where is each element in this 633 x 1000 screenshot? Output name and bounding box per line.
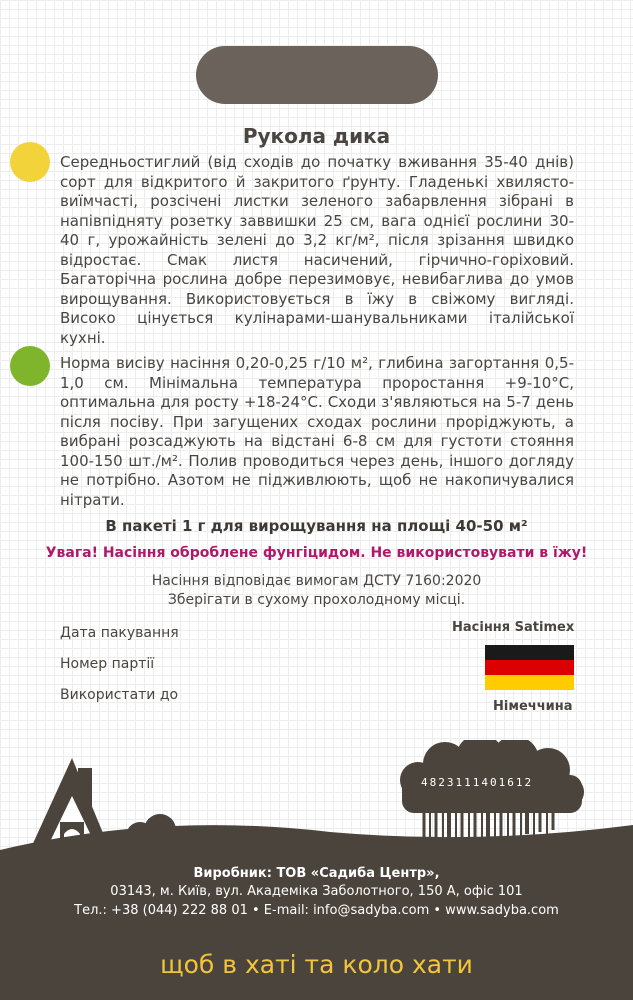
barcode-number: 4823111401612 [421,776,534,789]
flag-stripe-black [485,645,574,660]
storage-instructions: Зберігати в сухому прохолодному місці. [167,592,466,608]
flag-stripe-gold [485,675,574,690]
green-dot-icon [10,346,50,386]
fungicide-warning: Увага! Насіння оброблене фунгіцидом. Не використовувати в їжу! [45,545,588,561]
use-by-label: Використати до [60,687,179,703]
product-title: Рукола дика [242,124,391,148]
product-description: Середньостиглий (від сходів до початку вживання 35-40 днів) сорт для відкритого й закритого ґрунту. Гладенькі хвилясто-виїмчасті, розсічені листки зеленого забарвлення зібрані в напівпідняту розетку заввишки 25 см, вага однієї рослини 30-40 г, урожайність зелені до 3,2 кг/м², після зрізання швидко відростає. Смак листя насичений, гірчично-горіховий. Багаторічна рослина добре перезимовує, невибаглива до умов вирощування. Використовується в їжу в свіжому вигляді. Високо цінується кулінарами-шанувальниками італійської кухні. [60,153,574,347]
growing-instructions: Норма висіву насіння 0,20-0,25 г/10 м², глибина загортання 0,5-1,0 см. Мінімальна температура проростання +9-10°С, оптимальна для росту +18-24°С. Сходи з'являються на 5-7 день після посіву. При загущених сходах рослини проріджують, а вибрані розсаджують на відстані 6-8 см для густоти стояння 100-150 шт./м². Полив проводиться через день, іншого догляду не потрібно. Азотом не підживлюють, щоб не накопичувалися нітрати. [60,354,574,509]
flag-stripe-red [485,660,574,675]
slogan: щоб в хаті та коло хати [160,950,473,979]
yellow-dot-icon [10,142,50,182]
pack-date-label: Дата пакування [60,625,179,641]
country-of-origin: Німеччина [493,699,573,714]
packet-info: В пакеті 1 г для вирощування на площі 40-50 м² [105,517,528,535]
producer-address: 03143, м. Київ, вул. Академіка Заболотного, 150 А, офіс 101 [110,884,523,899]
seed-brand: Насіння Satimex [452,620,575,635]
hang-slot [196,46,438,104]
standard-compliance: Насіння відповідає вимогам ДСТУ 7160:2020 [151,573,482,589]
producer-name: Виробник: ТОВ «Садиба Центр», [193,866,440,881]
batch-number-label: Номер партії [60,656,155,672]
producer-contacts: Тел.: +38 (044) 222 88 01 • E-mail: info@sadyba.com • www.sadyba.com [74,903,559,918]
germany-flag-icon [485,645,574,690]
